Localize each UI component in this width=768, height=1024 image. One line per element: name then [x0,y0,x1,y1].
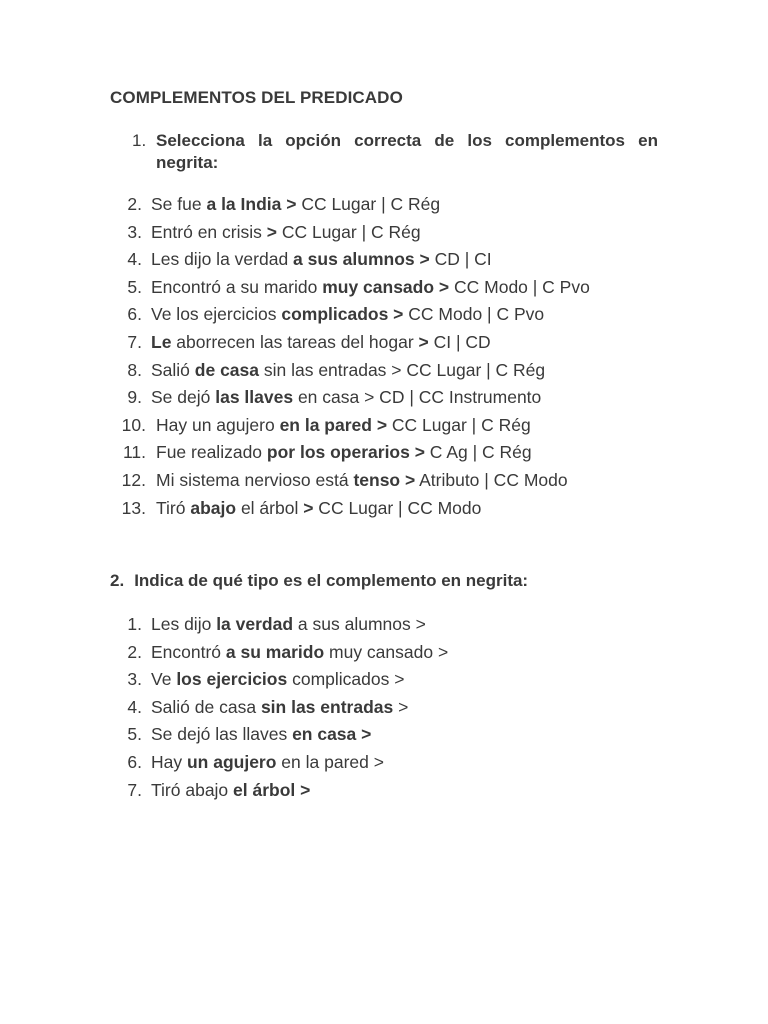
list-item-number: 7. [127,779,142,800]
plain-text: CC Lugar | CC Modo [313,497,482,518]
bold-complement: el árbol > [233,779,311,800]
list-item [110,749,448,777]
section1-list [110,191,590,522]
plain-text: el árbol [236,497,304,518]
list-item-number: 2. [127,194,142,214]
list-item-text [151,274,590,302]
list-item-text [151,191,440,219]
list-item-text [151,694,408,722]
bold-complement: de casa [194,359,259,380]
plain-text: CI | CD [428,331,491,352]
bold-complement: Le [151,331,172,352]
list-item [110,611,448,639]
plain-text: Salió de casa [151,696,261,717]
list-item [110,246,590,274]
list-item [110,694,448,722]
section2-instruction-text: Indica de qué tipo es el complemento en negrita: [134,571,529,590]
list-item [110,219,590,247]
bold-complement: > [303,497,314,518]
plain-text: Les dijo [151,614,217,634]
plain-text: Se fue [151,194,207,214]
plain-text: Ve [151,669,177,690]
bold-complement: los ejercicios [176,669,288,690]
plain-text: Hay [151,751,187,772]
document-title: COMPLEMENTOS DEL PREDICADO [110,88,403,107]
list-item [110,495,590,523]
plain-text: complicados > [287,669,405,690]
list-item-text [151,384,541,412]
list-item-number: 6. [127,751,142,772]
list-item-text [151,219,421,247]
plain-text: Encontró a su marido [151,276,323,297]
list-item [110,357,590,385]
list-item-number: 10. [121,414,146,435]
plain-text: CC Modo | C Pvo [403,304,545,325]
list-item-number: 7. [127,331,142,352]
list-item-text [151,611,426,639]
bold-complement: en casa > [292,724,372,745]
list-item-number: 3. [127,221,142,242]
list-item-number: 2. [127,641,142,662]
list-item-text [151,329,491,357]
list-item-number: 1. [127,614,142,634]
list-item-number: 8. [127,359,142,380]
list-item-text [156,467,568,495]
bold-complement: un agujero [186,751,277,772]
list-item-number: 13. [121,497,146,518]
bold-complement: por los operarios > [266,442,425,463]
list-item-text [151,666,404,694]
plain-text: Atributo | CC Modo [415,469,568,490]
plain-text: sin las entradas > CC Lugar | C Rég [259,359,546,380]
list-item-number: 9. [127,387,142,408]
plain-text: CC Lugar | C Rég [387,414,531,435]
list-item-text [151,639,448,667]
plain-text: CD | CI [429,249,492,270]
list-item [110,721,448,749]
section2-list [110,611,448,804]
plain-text: > [393,696,409,717]
bold-complement: en la pared > [279,414,388,435]
plain-text: en casa > CD | CC Instrumento [293,387,542,408]
section2-instruction [110,571,528,591]
plain-text: C Ag | C Rég [424,442,532,463]
plain-text: a sus alumnos > [293,614,426,634]
list-item-number: 5. [127,724,142,745]
plain-text: Tiró abajo [151,779,234,800]
plain-text: Ve los ejercicios [151,304,282,325]
list-item-number: 4. [127,696,142,717]
bold-complement: complicados > [281,304,404,325]
list-item-number: 4. [127,249,142,270]
plain-text: Se dejó [151,387,216,408]
bold-complement: a la India > [206,194,297,214]
list-item-text [151,301,544,329]
bold-complement: a su marido [225,641,325,662]
plain-text: Salió [151,359,195,380]
list-item [110,439,590,467]
plain-text: Tiró [156,497,191,518]
plain-text: Mi sistema nervioso está [156,469,354,490]
plain-text: Fue realizado [156,442,267,463]
list-item [110,274,590,302]
list-item-number: 5. [127,276,142,297]
list-item-text [151,749,384,777]
plain-text: Se dejó las llaves [151,724,293,745]
bold-complement: las llaves [215,387,294,408]
list-item [110,639,448,667]
section1-instruction-text: Selecciona la opción correcta de los complementos en negrita: [156,131,658,172]
list-item-text [156,412,531,440]
plain-text: aborrecen las tareas del hogar [171,331,419,352]
bold-complement: muy cansado > [322,276,450,297]
plain-text: Hay un agujero [156,414,280,435]
plain-text: Entró en crisis [151,221,267,242]
bold-complement: > [418,331,429,352]
plain-text: Les dijo la verdad [151,249,294,270]
bold-complement: sin las entradas [260,696,394,717]
list-item-number: 11. [122,442,146,463]
section1-number: 1. [132,131,147,150]
bold-complement: a sus alumnos > [293,249,430,270]
list-item [110,467,590,495]
list-item [110,191,590,219]
plain-text: Encontró [151,641,226,662]
list-item [110,301,590,329]
list-item-text [151,777,310,805]
bold-complement: abajo [190,497,237,518]
list-item [110,666,448,694]
bold-complement: la verdad [216,614,294,634]
list-item [110,412,590,440]
plain-text: muy cansado > [324,641,449,662]
list-item-text [151,357,545,385]
list-item [110,329,590,357]
section1-instruction [132,130,658,174]
plain-text: en la pared > [276,751,384,772]
plain-text: CC Lugar | C Rég [276,221,421,242]
list-item [110,384,590,412]
list-item-number: 12. [121,469,146,490]
list-item-number: 3. [127,669,142,690]
list-item-text [151,246,492,274]
list-item [110,777,448,805]
bold-complement: tenso > [353,469,416,490]
list-item-text [151,721,371,749]
section2-number: 2. [110,571,125,590]
list-item-text [156,495,481,523]
plain-text: CC Modo | C Pvo [449,276,590,297]
list-item-text [156,439,532,467]
bold-complement: > [266,221,277,242]
plain-text: CC Lugar | C Rég [296,194,441,214]
list-item-number: 6. [127,304,142,325]
